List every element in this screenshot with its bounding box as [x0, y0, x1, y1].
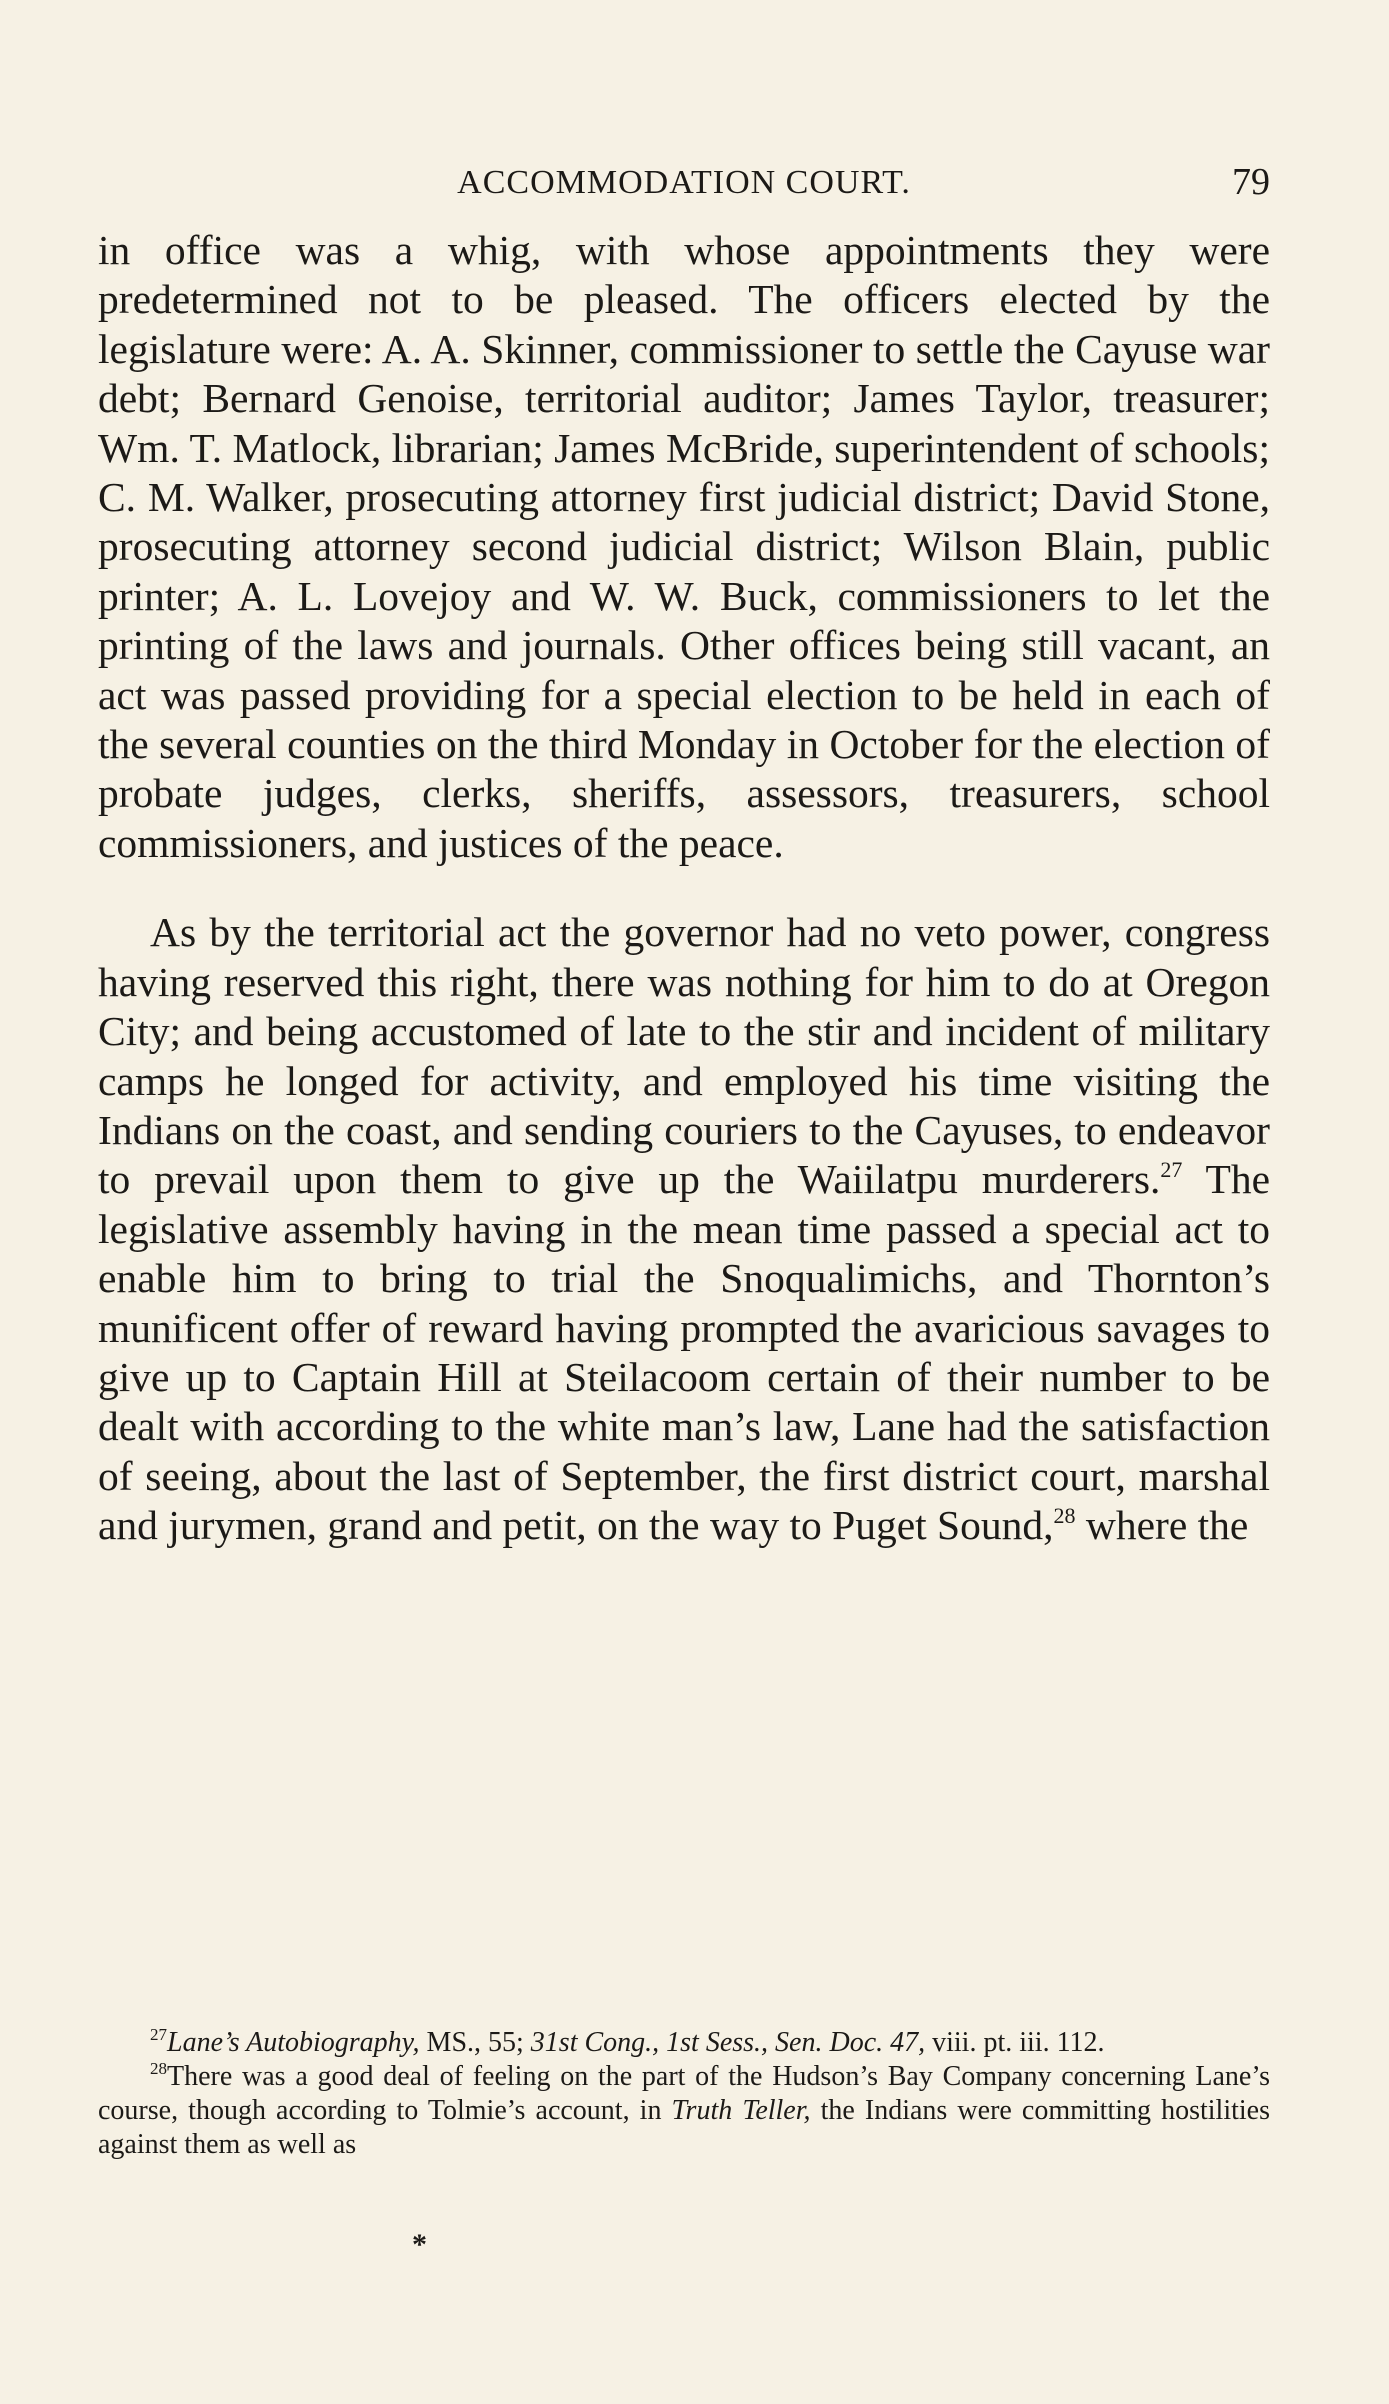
paragraph-1-text: in office was a whig, with whose appointments they were predetermined not to be pleased. The officers elected by the legislature were: A. A. Skinner, commissioner to settle the Cayuse war debt; Bernard Genoise, territorial auditor; James Taylor, treasurer; Wm. T. Matlock, librarian; James McBride, superintendent of schools; C. M. Walker, prosecuting attorney first judicial district; David Stone, prosecuting attorney second judicial district; Wilson Blain, public printer; A. L. Lovejoy and W. W. Buck, commissioners to let the printing of the laws and journals. Other offices being still vacant, an act was passed providing for a special election to be held in each of the several counties on the third Monday in October for the election of probate judges, clerks, sheriffs, assessors, treasurers, school commissioners, and justices of the peace.: [98, 227, 1270, 866]
footnote-citation-title: Lane’s Autobiography,: [167, 2027, 420, 2058]
paragraph-2-text-c: where the: [1075, 1502, 1249, 1549]
footnote-number: 28: [150, 2059, 167, 2078]
paragraph-2-text-a: As by the territorial act the governor had no veto power, congress having reserved this right, there was nothing for him to do at Oregon City; and being accustomed of late to the stir and incident of military camps he longed for activity, and employed his time visiting the Indians on the coast, and sending couriers to the Cayuses, to endeavor to prevail upon them to give up the Waiilatpu murderers.: [98, 909, 1270, 1203]
footnote-text: viii. pt. iii. 112.: [925, 2027, 1105, 2058]
footnote-text: the Indians were committing hostilities against them as well as: [98, 2095, 1270, 2160]
footnote-text: There was a good deal of feeling on the part of the Hudson’s Bay Company concerning Lane’s course, though according to Tolmie’s account, in: [98, 2061, 1270, 2126]
running-head: [98, 160, 1270, 208]
footnote-27: [98, 2026, 1270, 2060]
body-text: [98, 226, 1270, 1551]
footnotes: [98, 2026, 1270, 2162]
signature-mark: *: [412, 2228, 427, 2261]
footnote-ref-28[interactable]: 28: [1053, 1503, 1076, 1529]
footnote-citation-title: 31st Cong., 1st Sess., Sen. Doc. 47,: [530, 2027, 926, 2058]
footnote-citation-title: Truth Teller,: [671, 2095, 811, 2126]
paragraph-1: [98, 226, 1270, 868]
footnote-text: MS., 55;: [419, 2027, 531, 2058]
page-number: 79: [1232, 161, 1270, 203]
paragraph-2: [98, 908, 1270, 1550]
running-title: ACCOMMODATION COURT.: [457, 164, 911, 201]
paragraph-2-text-b: The legislative assembly having in the mean time passed a special act to enable him to bring to trial the Snoqualimichs, and Thornton’s munificent offer of reward having prompted the avaricious savages to give up to Captain Hill at Steilacoom certain of their number to be dealt with according to the white man’s law, Lane had the satisfaction of seeing, about the last of September, the first district court, marshal and jurymen, grand and petit, on the way to Puget Sound,: [98, 1156, 1270, 1549]
footnote-28: [98, 2060, 1270, 2162]
footnote-ref-27[interactable]: 27: [1160, 1157, 1183, 1183]
footnote-number: 27: [150, 2025, 167, 2044]
